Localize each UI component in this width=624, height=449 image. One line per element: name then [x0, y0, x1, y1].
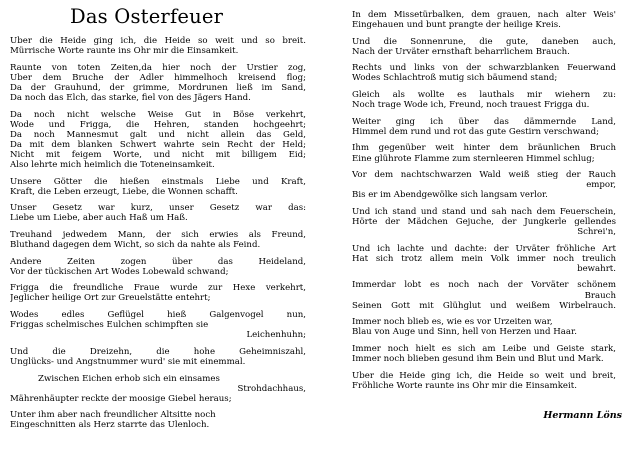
poem-line: Schrei'n,	[577, 227, 616, 238]
poem-line: Ihm gegenüber weit hinter dem bräunlichen Bruch	[352, 143, 616, 154]
poem-stanza	[10, 257, 306, 277]
poem-line: Und ich lachte und dachte: der Urväter fröhliche Art	[352, 243, 616, 254]
poem-line: Frigga die freundliche Fraue wurde zur Hexe verkehrt,	[10, 283, 306, 294]
poem-line: Brauch	[584, 290, 616, 301]
poem-stanza	[352, 344, 616, 364]
poem-line: Eingeschnitten als Herz starrte das Ulenloch.	[10, 420, 210, 431]
poem-line: Gleich als wollte es lauthals mir wiehern zu:	[352, 90, 616, 101]
poem-line: empor,	[586, 180, 616, 191]
poem-line: Unsere Götter die hießen einstmals Liebe und Kraft,	[10, 176, 306, 187]
poem-stanza	[10, 230, 306, 250]
poem-line: Zwischen Eichen erhob sich ein einsames	[38, 373, 220, 384]
poem-stanza	[352, 10, 616, 30]
poem-line: Da mit dem blanken Schwert wahrte sein Recht der Held;	[10, 139, 306, 150]
poem-line: Nicht mit feigem Worte, und nicht mit billigem Eid;	[10, 149, 306, 160]
poem-line: Vor der tückischen Art Wodes Lobewald schwand;	[10, 266, 229, 277]
poem-line: Kraft, die Leben erzeugt, Liebe, die Wonnen schafft.	[10, 186, 238, 197]
poem-line: Vor dem nachtschwarzen Wald weiß stieg der Rauch	[352, 170, 616, 181]
poem-line: Eingehauen und bunt prangte der heilige Kreis.	[352, 20, 561, 31]
poem-line: Bluthand dagegen dem Wicht, so sich da nahte als Feind.	[10, 240, 261, 251]
poem-stanza	[10, 177, 306, 197]
poem-line: Weiter ging ich über das dämmernde Land,	[352, 116, 616, 127]
poem-line: Immerdar lobt es noch nach der Vorväter schönem	[352, 280, 616, 291]
poem-line: Hat sich trotz allem mein Volk immer noch treulich	[352, 253, 616, 264]
poem-stanza	[352, 244, 616, 274]
poem-line: Wodes Schlachtroß mutig sich bäumend stand;	[352, 73, 558, 84]
poem-author: Hermann Löns	[543, 410, 622, 421]
poem-line: Nach der Urväter ernsthaft beharrlichem Brauch.	[352, 46, 570, 57]
poem-line: Unglücks- und Angstnummer wurd' sie mit einemmal.	[10, 356, 246, 367]
poem-stanza	[10, 63, 306, 103]
poem-line: Eine glührote Flamme zum sternleeren Himmel schlug;	[352, 153, 595, 164]
poem-line: Immer noch hielt es sich am Leibe und Geiste stark,	[352, 343, 616, 354]
poem-stanza	[352, 37, 616, 57]
poem-line: In dem Missetürbalken, dem grauen, nach alter Weis'	[352, 10, 616, 20]
poem-line: Raunte von toten Zeiten,da hier noch der Urstier zog,	[10, 62, 306, 73]
poem-stanza	[352, 280, 616, 310]
poem-line: Fröhliche Worte raunte ins Ohr mir die Einsamkeit.	[352, 380, 577, 391]
poem-line: Mährenhäupter reckte der moosige Giebel heraus;	[10, 393, 232, 404]
poem-line: Da noch Mannesmut galt und nicht allein das Geld,	[10, 129, 306, 140]
poem-line: Unser Gesetz war kurz, unser Gesetz war das:	[10, 203, 306, 214]
poem-line: Strohdachhaus,	[237, 383, 306, 394]
poem-stanza	[352, 170, 616, 200]
poem-stanza	[10, 310, 306, 340]
poem-line: Mürrische Worte raunte ins Ohr mir die Einsamkeit.	[10, 46, 239, 57]
poem-line: Seinen Gott mit Glühglut und weißem Wirbelrauch.	[352, 300, 616, 311]
poem-line: Wodes edles Geflügel hieß Galgenvogel nun,	[10, 310, 306, 321]
poem-stanza	[10, 36, 306, 56]
poem-line: Da noch nicht welsche Weise Gut in Böse verkehrt,	[10, 109, 306, 120]
poem-line: bewahrt.	[577, 263, 616, 274]
poem-line: Andere Zeiten zogen über das Heideland,	[10, 256, 306, 267]
poem-line: Über dem Bruche der Adler himmelhoch kreisend flog;	[10, 72, 306, 83]
poem-line: Friggas schelmisches Eulchen schimpften sie	[10, 320, 209, 331]
right-stanzas	[352, 10, 616, 397]
poem-line: Blau von Auge und Sinn, hell von Herzen und Haar.	[352, 327, 577, 338]
poem-line: Jeglicher heilige Ort zur Greuelstätte entehrt;	[10, 293, 211, 304]
poem-line: Da noch das Elch, das starke, fiel von des Jägers Hand.	[10, 92, 251, 103]
poem-line: Und die Sonnenrune, die gute, daneben auch,	[352, 36, 616, 47]
poem-stanza	[10, 374, 306, 404]
poem-line: Immer noch blieben gesund ihm Bein und Blut und Mark.	[352, 354, 604, 365]
poem-stanza	[352, 317, 616, 337]
poem-line: Und ich stand und stand und sah nach dem Feuerschein,	[352, 206, 616, 217]
poem-title: Das Osterfeuer	[70, 5, 224, 28]
poem-stanza	[352, 207, 616, 237]
poem-line: Über die Heide ging ich, die Heide so weit und so breit.	[10, 36, 306, 46]
poem-line: Unter ihm aber nach freundlicher Altsitte noch	[10, 410, 216, 421]
poem-line: Liebe um Liebe, aber auch Haß um Haß.	[10, 213, 188, 224]
poem-stanza	[352, 117, 616, 137]
poem-line: Rechts und links von der schwarzblanken Feuerwand	[352, 63, 616, 74]
poem-line: Hörte der Mädchen Gejuche, der Jungkerle gellendes	[352, 217, 616, 227]
poem-line: Also lehrte mich heimlich die Toteneinsamkeit.	[10, 160, 215, 171]
poem-line: Leichenhuhn;	[246, 330, 306, 341]
poem-stanza	[352, 371, 616, 391]
poem-line: Da der Grauhund, der grimme, Mordrunen ließ im Sand,	[10, 82, 306, 93]
poem-line: Über die Heide ging ich, die Heide so weit und breit,	[352, 370, 616, 381]
poem-stanza	[10, 410, 306, 430]
left-stanzas	[10, 36, 306, 437]
poem-line: Himmel dem rund und rot das gute Gestirn verschwand;	[352, 126, 599, 137]
poem-stanza	[352, 90, 616, 110]
poem-stanza	[10, 347, 306, 367]
poem-line: Und die Dreizehn, die hohe Geheimniszahl,	[10, 346, 306, 357]
poem-stanza	[10, 203, 306, 223]
poem-stanza	[10, 283, 306, 303]
poem-line: Treuhand jedwedem Mann, der sich erwies als Freund,	[10, 230, 306, 240]
poem-stanza	[10, 110, 306, 171]
poem-line: Immer noch blieb es, wie es vor Urzeiten war,	[352, 317, 553, 328]
poem-stanza	[352, 143, 616, 163]
poem-line: Wode und Frigga, die Hehren, standen hochgeehrt;	[10, 119, 306, 130]
poem-stanza	[352, 63, 616, 83]
poem-line: Noch trage Wode ich, Freund, noch trauest Frigga du.	[352, 100, 590, 111]
poem-line: Bis er im Abendgewölke sich langsam verlor.	[352, 190, 548, 201]
